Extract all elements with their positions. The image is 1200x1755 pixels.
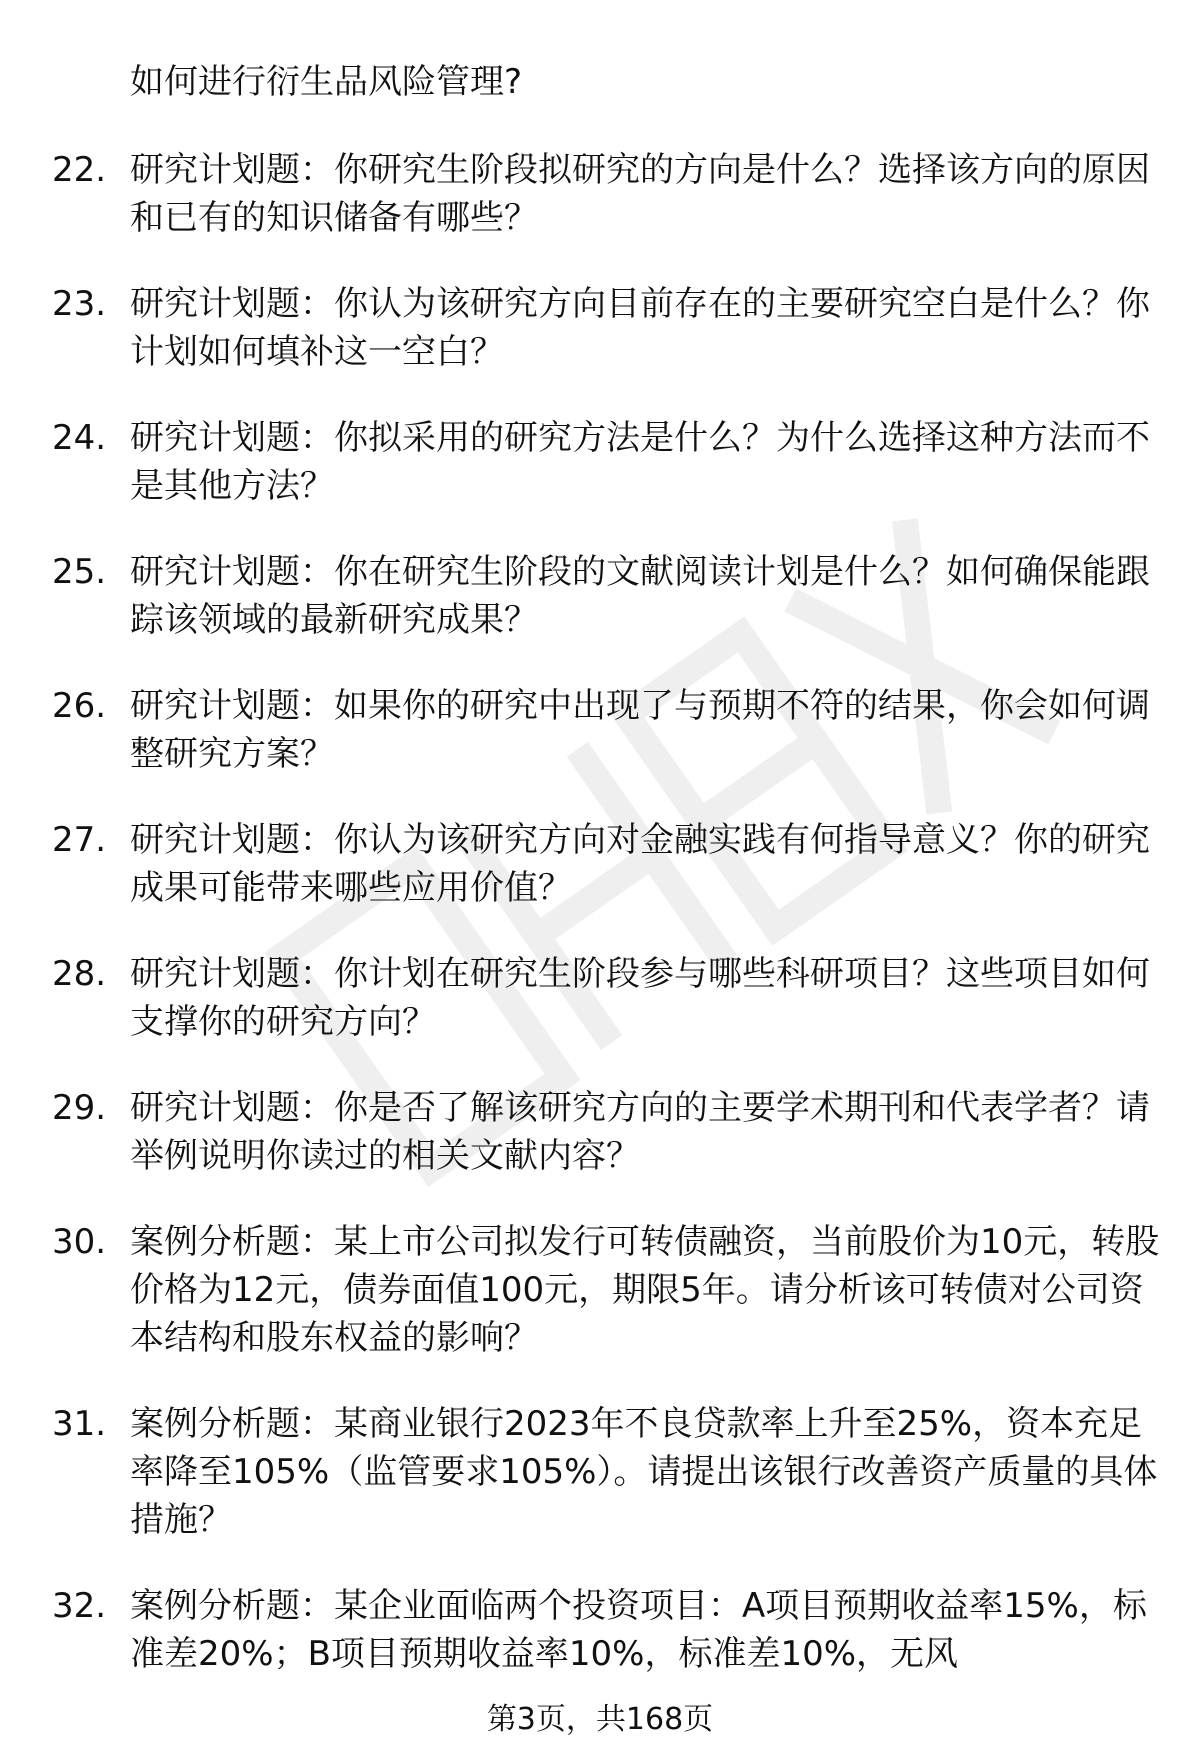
question-number: 32. xyxy=(52,1586,107,1626)
question-number: 23. xyxy=(52,284,107,324)
list-item xyxy=(0,414,1200,510)
continuation-text: 如何进行衍生品风险管理? xyxy=(130,62,523,102)
question-text: 案例分析题：某企业面临两个投资项目：A项目预期收益率15%，标准差20%；B项目预期收益率10%，标准差10%，无风 xyxy=(130,1586,1147,1674)
list-item xyxy=(0,1218,1200,1362)
list-item xyxy=(0,146,1200,242)
question-text: 研究计划题：你是否了解该研究方向的主要学术期刊和代表学者？请举例说明你读过的相关文献内容？ xyxy=(130,1088,1150,1176)
question-number: 24. xyxy=(52,418,107,458)
question-text: 案例分析题：某商业银行2023年不良贷款率上升至25%，资本充足率降至105%（监管要求105%）。请提出该银行改善资产质量的具体措施？ xyxy=(130,1404,1158,1540)
list-item xyxy=(0,548,1200,644)
list-item xyxy=(0,950,1200,1046)
list-item xyxy=(0,1400,1200,1544)
question-text: 研究计划题：你拟采用的研究方法是什么？为什么选择这种方法而不是其他方法？ xyxy=(130,418,1150,506)
question-number: 25. xyxy=(52,552,107,592)
question-text: 研究计划题：你计划在研究生阶段参与哪些科研项目？这些项目如何支撑你的研究方向？ xyxy=(130,954,1150,1042)
list-item xyxy=(0,816,1200,912)
question-text: 研究计划题：你认为该研究方向对金融实践有何指导意义？你的研究成果可能带来哪些应用价值？ xyxy=(130,820,1150,908)
question-number: 29. xyxy=(52,1088,107,1128)
question-number: 30. xyxy=(52,1222,107,1262)
question-text: 案例分析题：某上市公司拟发行可转债融资，当前股价为10元，转股价格为12元，债券面值100元，期限5年。请分析该可转债对公司资本结构和股东权益的影响？ xyxy=(130,1222,1160,1358)
question-text: 研究计划题：如果你的研究中出现了与预期不符的结果，你会如何调整研究方案？ xyxy=(130,686,1150,774)
page-footer: 第3页，共168页 xyxy=(486,1702,714,1737)
list-item xyxy=(0,1084,1200,1180)
list-item xyxy=(0,1582,1200,1678)
question-text: 研究计划题：你认为该研究方向目前存在的主要研究空白是什么？你计划如何填补这一空白？ xyxy=(130,284,1150,372)
question-number: 26. xyxy=(52,686,107,726)
question-number: 22. xyxy=(52,150,107,190)
question-text: 研究计划题：你研究生阶段拟研究的方向是什么？选择该方向的原因和已有的知识储备有哪些？ xyxy=(130,150,1150,238)
question-number: 31. xyxy=(52,1404,107,1444)
question-number: 27. xyxy=(52,820,107,860)
question-list xyxy=(0,146,1200,1716)
question-number: 28. xyxy=(52,954,107,994)
list-item xyxy=(0,280,1200,376)
question-text: 研究计划题：你在研究生阶段的文献阅读计划是什么？如何确保能跟踪该领域的最新研究成果？ xyxy=(130,552,1150,640)
list-item xyxy=(0,682,1200,778)
